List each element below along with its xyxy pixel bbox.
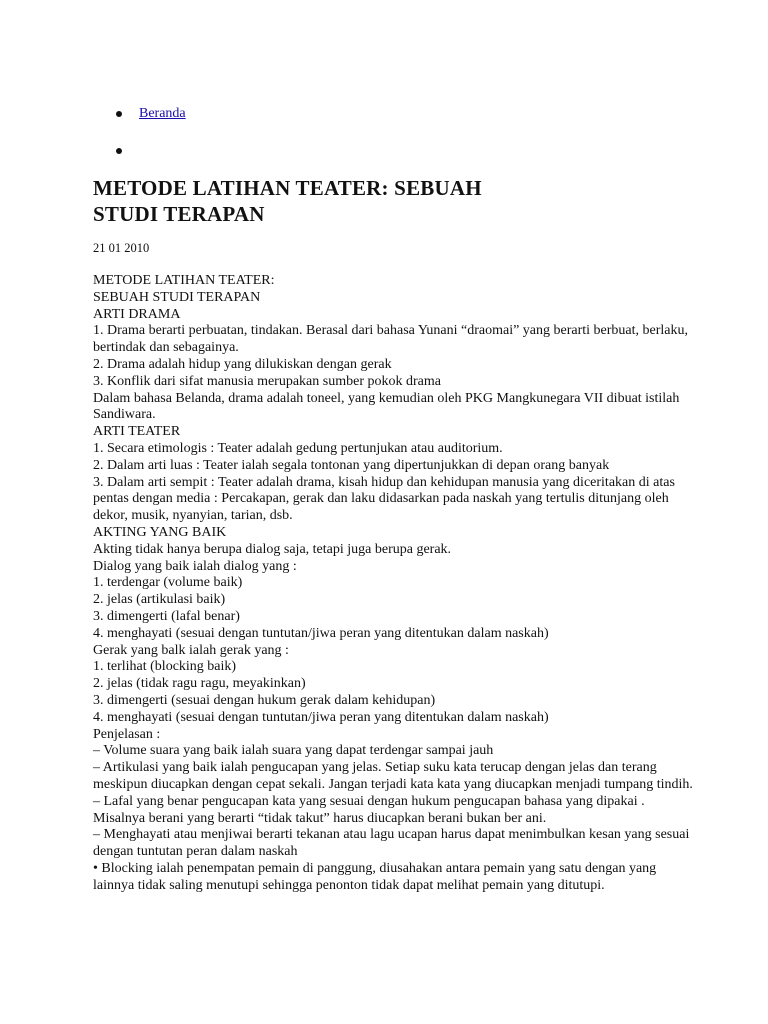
bullet-icon	[116, 111, 122, 117]
body-line: 2. Drama adalah hidup yang dilukiskan dengan gerak	[93, 356, 392, 372]
post-date: 21 01 2010	[93, 241, 150, 255]
body-line: Penjelasan :	[93, 726, 161, 742]
body-line: – Volume suara yang baik ialah suara yang dapat terdengar sampai jauh	[93, 743, 494, 759]
section-heading: AKTING YANG BAIK	[93, 524, 227, 540]
title-line-2: STUDI TERAPAN	[93, 202, 265, 226]
body-line: 2. jelas (tidak ragu ragu, meyakinkan)	[93, 676, 306, 692]
bullet-icon	[116, 148, 122, 154]
body-line: 3. dimengerti (sesuai dengan hukum gerak dalam kehidupan)	[93, 692, 436, 708]
body-line: SEBUAH STUDI TERAPAN	[93, 289, 261, 305]
body-line: 3. dimengerti (lafal benar)	[93, 608, 240, 624]
body-line: – Artikulasi yang baik ialah pengucapan yang jelas. Setiap suku kata terucap dengan jelas dan terang meskipun diucapkan dengan cepat sekali. Jangan terjadi kata kata yang diucapkan menjadi tumpang tindih.	[93, 760, 693, 792]
section-heading: ARTI TEATER	[93, 424, 181, 440]
body-line: 1. Secara etimologis : Teater adalah gedung pertunjukan atau auditorium.	[93, 440, 503, 456]
body-line: Gerak yang balk ialah gerak yang :	[93, 642, 289, 658]
body-line: Dalam bahasa Belanda, drama adalah toneel, yang kemudian oleh PKG Mangkunegara VII dibuat istilah Sandiwara.	[93, 390, 680, 423]
body-line: 1. terdengar (volume baik)	[93, 575, 243, 591]
body-line: 3. Konflik dari sifat manusia merupakan sumber pokok drama	[93, 373, 441, 389]
body-line: 2. jelas (artikulasi baik)	[93, 592, 226, 608]
body-line: 4. menghayati (sesuai dengan tuntutan/jiwa peran yang ditentukan dalam naskah)	[93, 709, 549, 725]
body-line: 3. Dalam arti sempit : Teater adalah drama, kisah hidup dan kehidupan manusia yang diceritakan di atas pentas dengan media : Percakapan, gerak dan laku didasarkan pada naskah yang tertulis ditunjang oleh dekor, musik, nyanyian, tarian, dsb.	[93, 474, 675, 524]
body-line: – Menghayati atau menjiwai berarti tekanan atau lagu ucapan harus dapat menimbulkan kesan yang sesuai dengan tuntutan peran dalam naskah	[93, 827, 690, 860]
body-line: • Blocking ialah penempatan pemain di panggung, diusahakan antara pemain yang satu dengan yang lainnya tidak saling menutupi sehingga penonton tidak dapat melihat pemain yang ditutupi.	[93, 860, 657, 893]
article-body	[93, 273, 693, 894]
body-line: 4. menghayati (sesuai dengan tuntutan/jiwa peran yang ditentukan dalam naskah)	[93, 625, 549, 641]
beranda-link[interactable]: Beranda	[139, 106, 186, 121]
body-line: Dialog yang baik ialah dialog yang :	[93, 558, 297, 574]
body-line: Akting tidak hanya berupa dialog saja, tetapi juga berupa gerak.	[93, 541, 452, 557]
body-line: 1. terlihat (blocking baik)	[93, 659, 237, 675]
section-heading: ARTI DRAMA	[93, 306, 181, 322]
body-line: 2. Dalam arti luas : Teater ialah segala tontonan yang dipertunjukkan di depan orang banyak	[93, 457, 610, 473]
page-title	[93, 175, 563, 227]
body-line: 1. Drama berarti perbuatan, tindakan. Berasal dari bahasa Yunani “draomai” yang berarti berbuat, berlaku, bertindak dan sebagainya.	[93, 323, 688, 356]
body-line: – Lafal yang benar pengucapan kata yang sesuai dengan hukum pengucapan bahasa yang dipakai . Misalnya berani yang berarti “tidak takut” harus diucapkan berani bukan ber ani.	[93, 793, 645, 826]
title-line-1: METODE LATIHAN TEATER: SEBUAH	[93, 176, 482, 200]
body-line: METODE LATIHAN TEATER:	[93, 273, 275, 288]
